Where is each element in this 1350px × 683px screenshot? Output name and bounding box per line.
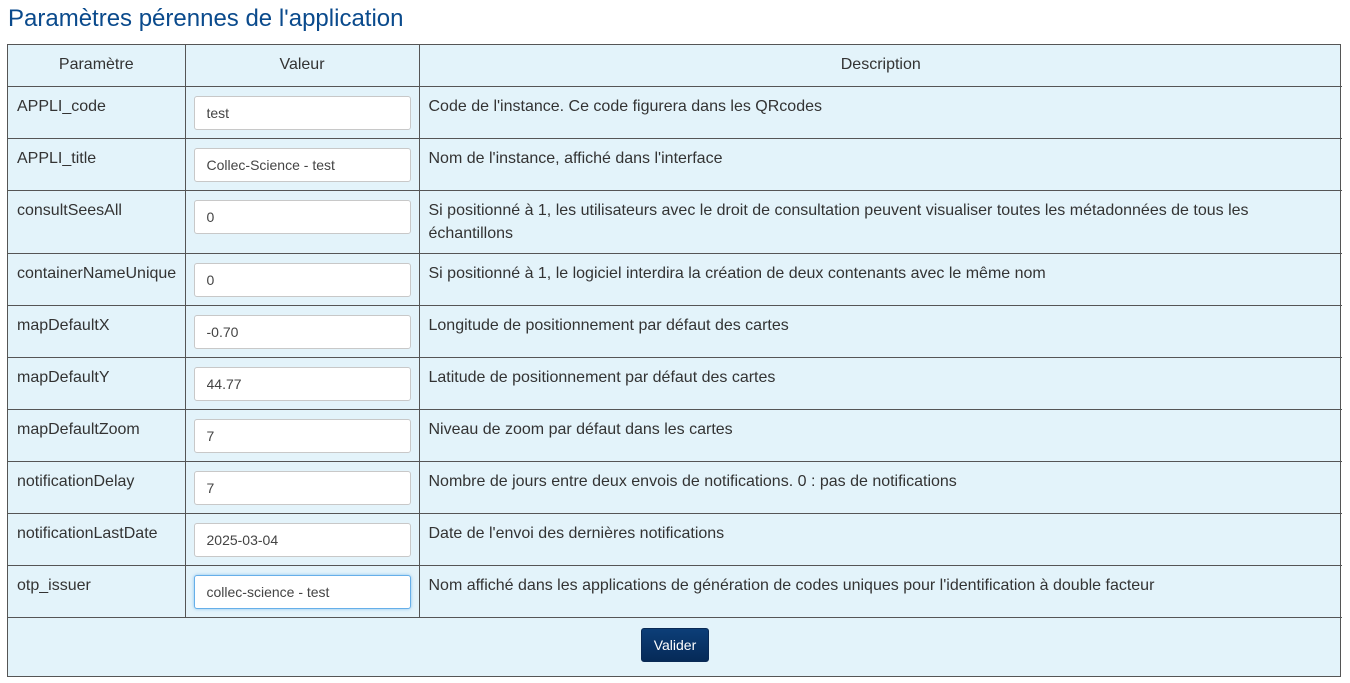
param-description: Code de l'instance. Ce code figurera dans les QRcodes — [419, 86, 1342, 138]
container-name-unique-input[interactable] — [194, 263, 411, 297]
table-row — [8, 357, 1342, 409]
param-name: notificationLastDate — [8, 513, 185, 565]
table-row — [8, 253, 1342, 305]
table-header-row — [8, 45, 1342, 86]
column-header-value: Valeur — [185, 45, 419, 86]
param-description: Nom de l'instance, affiché dans l'interface — [419, 138, 1342, 190]
param-name: APPLI_code — [8, 86, 185, 138]
map-default-y-input[interactable] — [194, 367, 411, 401]
otp-issuer-input[interactable] — [194, 575, 411, 609]
map-default-x-input[interactable] — [194, 315, 411, 349]
param-description: Latitude de positionnement par défaut des cartes — [419, 357, 1342, 409]
param-name: notificationDelay — [8, 461, 185, 513]
table-row — [8, 513, 1342, 565]
parameters-table — [8, 45, 1342, 618]
param-name: APPLI_title — [8, 138, 185, 190]
param-description: Niveau de zoom par défaut dans les cartes — [419, 409, 1342, 461]
column-header-description: Description — [419, 45, 1342, 86]
param-name: consultSeesAll — [8, 190, 185, 253]
table-row — [8, 461, 1342, 513]
table-row — [8, 190, 1342, 253]
param-description: Date de l'envoi des dernières notifications — [419, 513, 1342, 565]
param-name: mapDefaultY — [8, 357, 185, 409]
appli-title-input[interactable] — [194, 148, 411, 182]
table-row — [8, 138, 1342, 190]
param-name: mapDefaultX — [8, 305, 185, 357]
notification-delay-input[interactable] — [194, 471, 411, 505]
form-footer — [8, 608, 1340, 676]
param-name: containerNameUnique — [8, 253, 185, 305]
submit-button[interactable]: Valider — [641, 628, 709, 662]
param-description: Si positionné à 1, les utilisateurs avec le droit de consultation peuvent visualiser toutes les métadonnées de tous les échantillons — [419, 190, 1342, 253]
table-row — [8, 305, 1342, 357]
column-header-parameter: Paramètre — [8, 45, 185, 86]
param-description: Longitude de positionnement par défaut des cartes — [419, 305, 1342, 357]
consult-sees-all-input[interactable] — [194, 200, 411, 234]
appli-code-input[interactable] — [194, 96, 411, 130]
page-title: Paramètres pérennes de l'application — [8, 5, 404, 32]
table-row — [8, 86, 1342, 138]
param-name: mapDefaultZoom — [8, 409, 185, 461]
param-name: otp_issuer — [8, 565, 185, 617]
param-description: Nombre de jours entre deux envois de notifications. 0 : pas de notifications — [419, 461, 1342, 513]
table-row — [8, 409, 1342, 461]
param-description: Si positionné à 1, le logiciel interdira la création de deux contenants avec le même nom — [419, 253, 1342, 305]
notification-last-date-input[interactable] — [194, 523, 411, 557]
parameters-form — [7, 44, 1341, 677]
param-description: Nom affiché dans les applications de génération de codes uniques pour l'identification à double facteur — [419, 565, 1342, 617]
map-default-zoom-input[interactable] — [194, 419, 411, 453]
